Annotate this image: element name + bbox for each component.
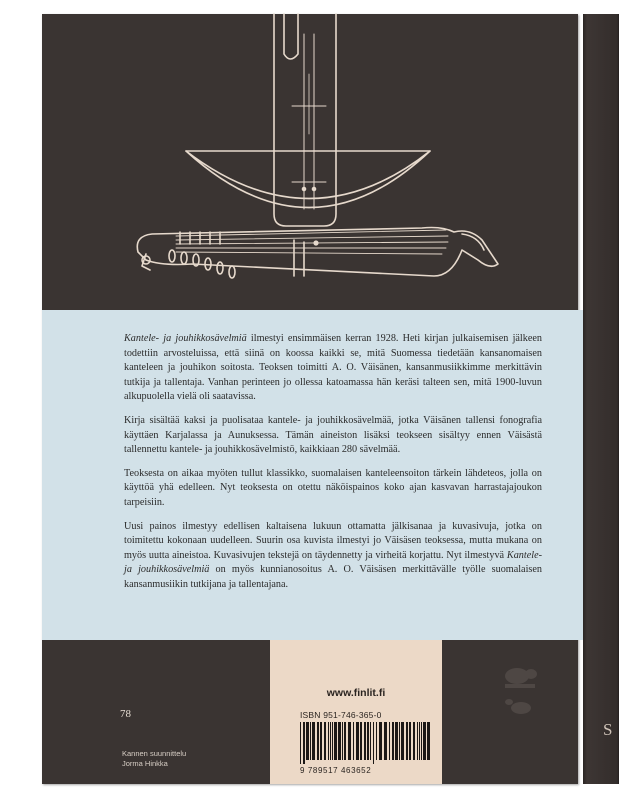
publisher-label bbox=[270, 640, 442, 784]
text-run: on myös kunnianosoitus A. O. Väisäsen merkittävälle työlle suomalaisen kansanmusiikin tutkijana ja tallentajana. bbox=[124, 564, 542, 590]
price-code: 78 bbox=[120, 708, 131, 720]
description-paragraph bbox=[124, 467, 542, 511]
instrument-illustration bbox=[42, 14, 584, 310]
description-paragraph bbox=[124, 332, 542, 405]
spine-letter: S bbox=[603, 720, 613, 739]
isbn: ISBN 951-746-365-0 bbox=[300, 710, 382, 720]
credit-designer: Jorma Hinkka bbox=[122, 758, 168, 768]
cover-credit bbox=[122, 749, 186, 768]
text-run: ilmestyi ensimmäisen kerran 1928. Heti kirjan julkaisemisen jälkeen todettiin arvosteluissa, että siinä on koossa kaikki se, mitä Suomessa tiedetään kansanomaisen kanteleen ja jouhikon soitosta. Teoksen toimitti A. O. Väisänen, kansanmusiikkimme merkittävin tutkija ja tallentaja. Vanhan perinteen jo ollessa katoamassa hän keräsi talteen sen, mitä 1900-luvun alkupuolella vielä oli saatavissa. bbox=[124, 333, 542, 403]
barcode bbox=[300, 722, 428, 764]
description-paragraph bbox=[124, 414, 542, 458]
text-run: Uusi painos ilmestyy edellisen kaltaisena lukuun ottamatta jälkisanaa ja kuvasivuja, jotka on toimitettu kokonaan uudelleen. Suurin osa kuvista ilmestyi jo Väisäsen teoksessa, mutta mukana on myös uutta aineistoa. Kuvasivujen tekstejä on täydennetty ja virheitä korjattu. Nyt ilmestyvä bbox=[124, 520, 542, 561]
book-title-italic: Kantele- ja jouhikkosävelmiä bbox=[124, 549, 542, 576]
book-spine bbox=[583, 14, 619, 784]
barcode-number: 9 789517 463652 bbox=[300, 766, 372, 775]
faded-stamp-mark bbox=[497, 662, 547, 722]
description-paragraph bbox=[124, 520, 542, 593]
text-run: Teoksesta on aikaa myöten tullut klassikko, suomalaisen kanteleensoiton tärkein lähdeteos, jolla on käyttöä yhä edelleen. Nyt teoksesta on otettu näköispainos koko ajan kasvavan harrastajajoukon tarpeisiin. bbox=[124, 467, 542, 508]
credit-role: Kannen suunnittelu bbox=[122, 749, 187, 758]
back-cover bbox=[42, 14, 613, 784]
bow-drawing bbox=[186, 151, 430, 208]
publisher-url[interactable]: www.finlit.fi bbox=[326, 687, 386, 699]
book-title-italic: Kantele- ja jouhikkosävelmiä bbox=[124, 333, 247, 344]
description-text bbox=[124, 332, 542, 602]
text-run: Kirja sisältää kaksi ja puolisataa kantele- ja jouhikkosävelmää, jotka Väisänen tallensi fonografia käyttäen Karjalassa ja Aunuksessa. Tämän aineiston lisäksi teokseen sisältyy ennen Väisästä tallennettu kantele- ja jouhikkosävelmistö, kaikkiaan 280 sävelmää. bbox=[124, 414, 542, 456]
